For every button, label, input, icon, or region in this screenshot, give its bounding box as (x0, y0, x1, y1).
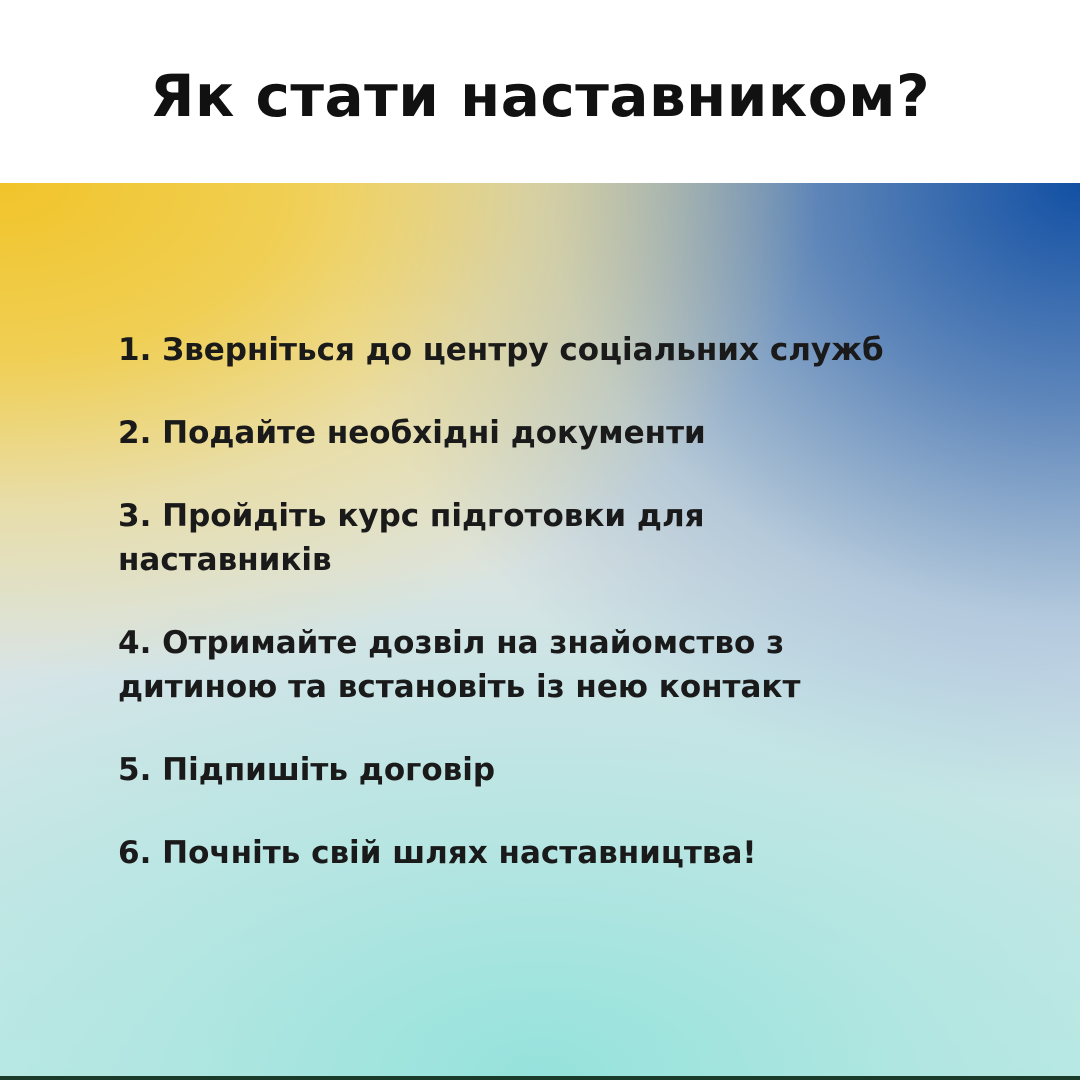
step-5: 5. Підпишіть договір (118, 752, 496, 788)
header (0, 0, 1080, 183)
step-2: 2. Подайте необхідні документи (118, 415, 706, 451)
step-3: 3. Пройдіть курс підготовки для наставників (118, 498, 705, 578)
step-4: 4. Отримайте дозвіл на знайомство з дитиною та встановіть із нею контакт (118, 625, 801, 705)
step-1: 1. Зверніться до центру соціальних служб (118, 332, 884, 368)
bottom-divider (0, 1076, 1080, 1080)
page-title: Як стати наставником? (149, 61, 931, 130)
steps-list (118, 328, 1018, 914)
step-6: 6. Почніть свій шлях наставництва! (118, 835, 757, 871)
gradient-panel (0, 183, 1080, 1076)
